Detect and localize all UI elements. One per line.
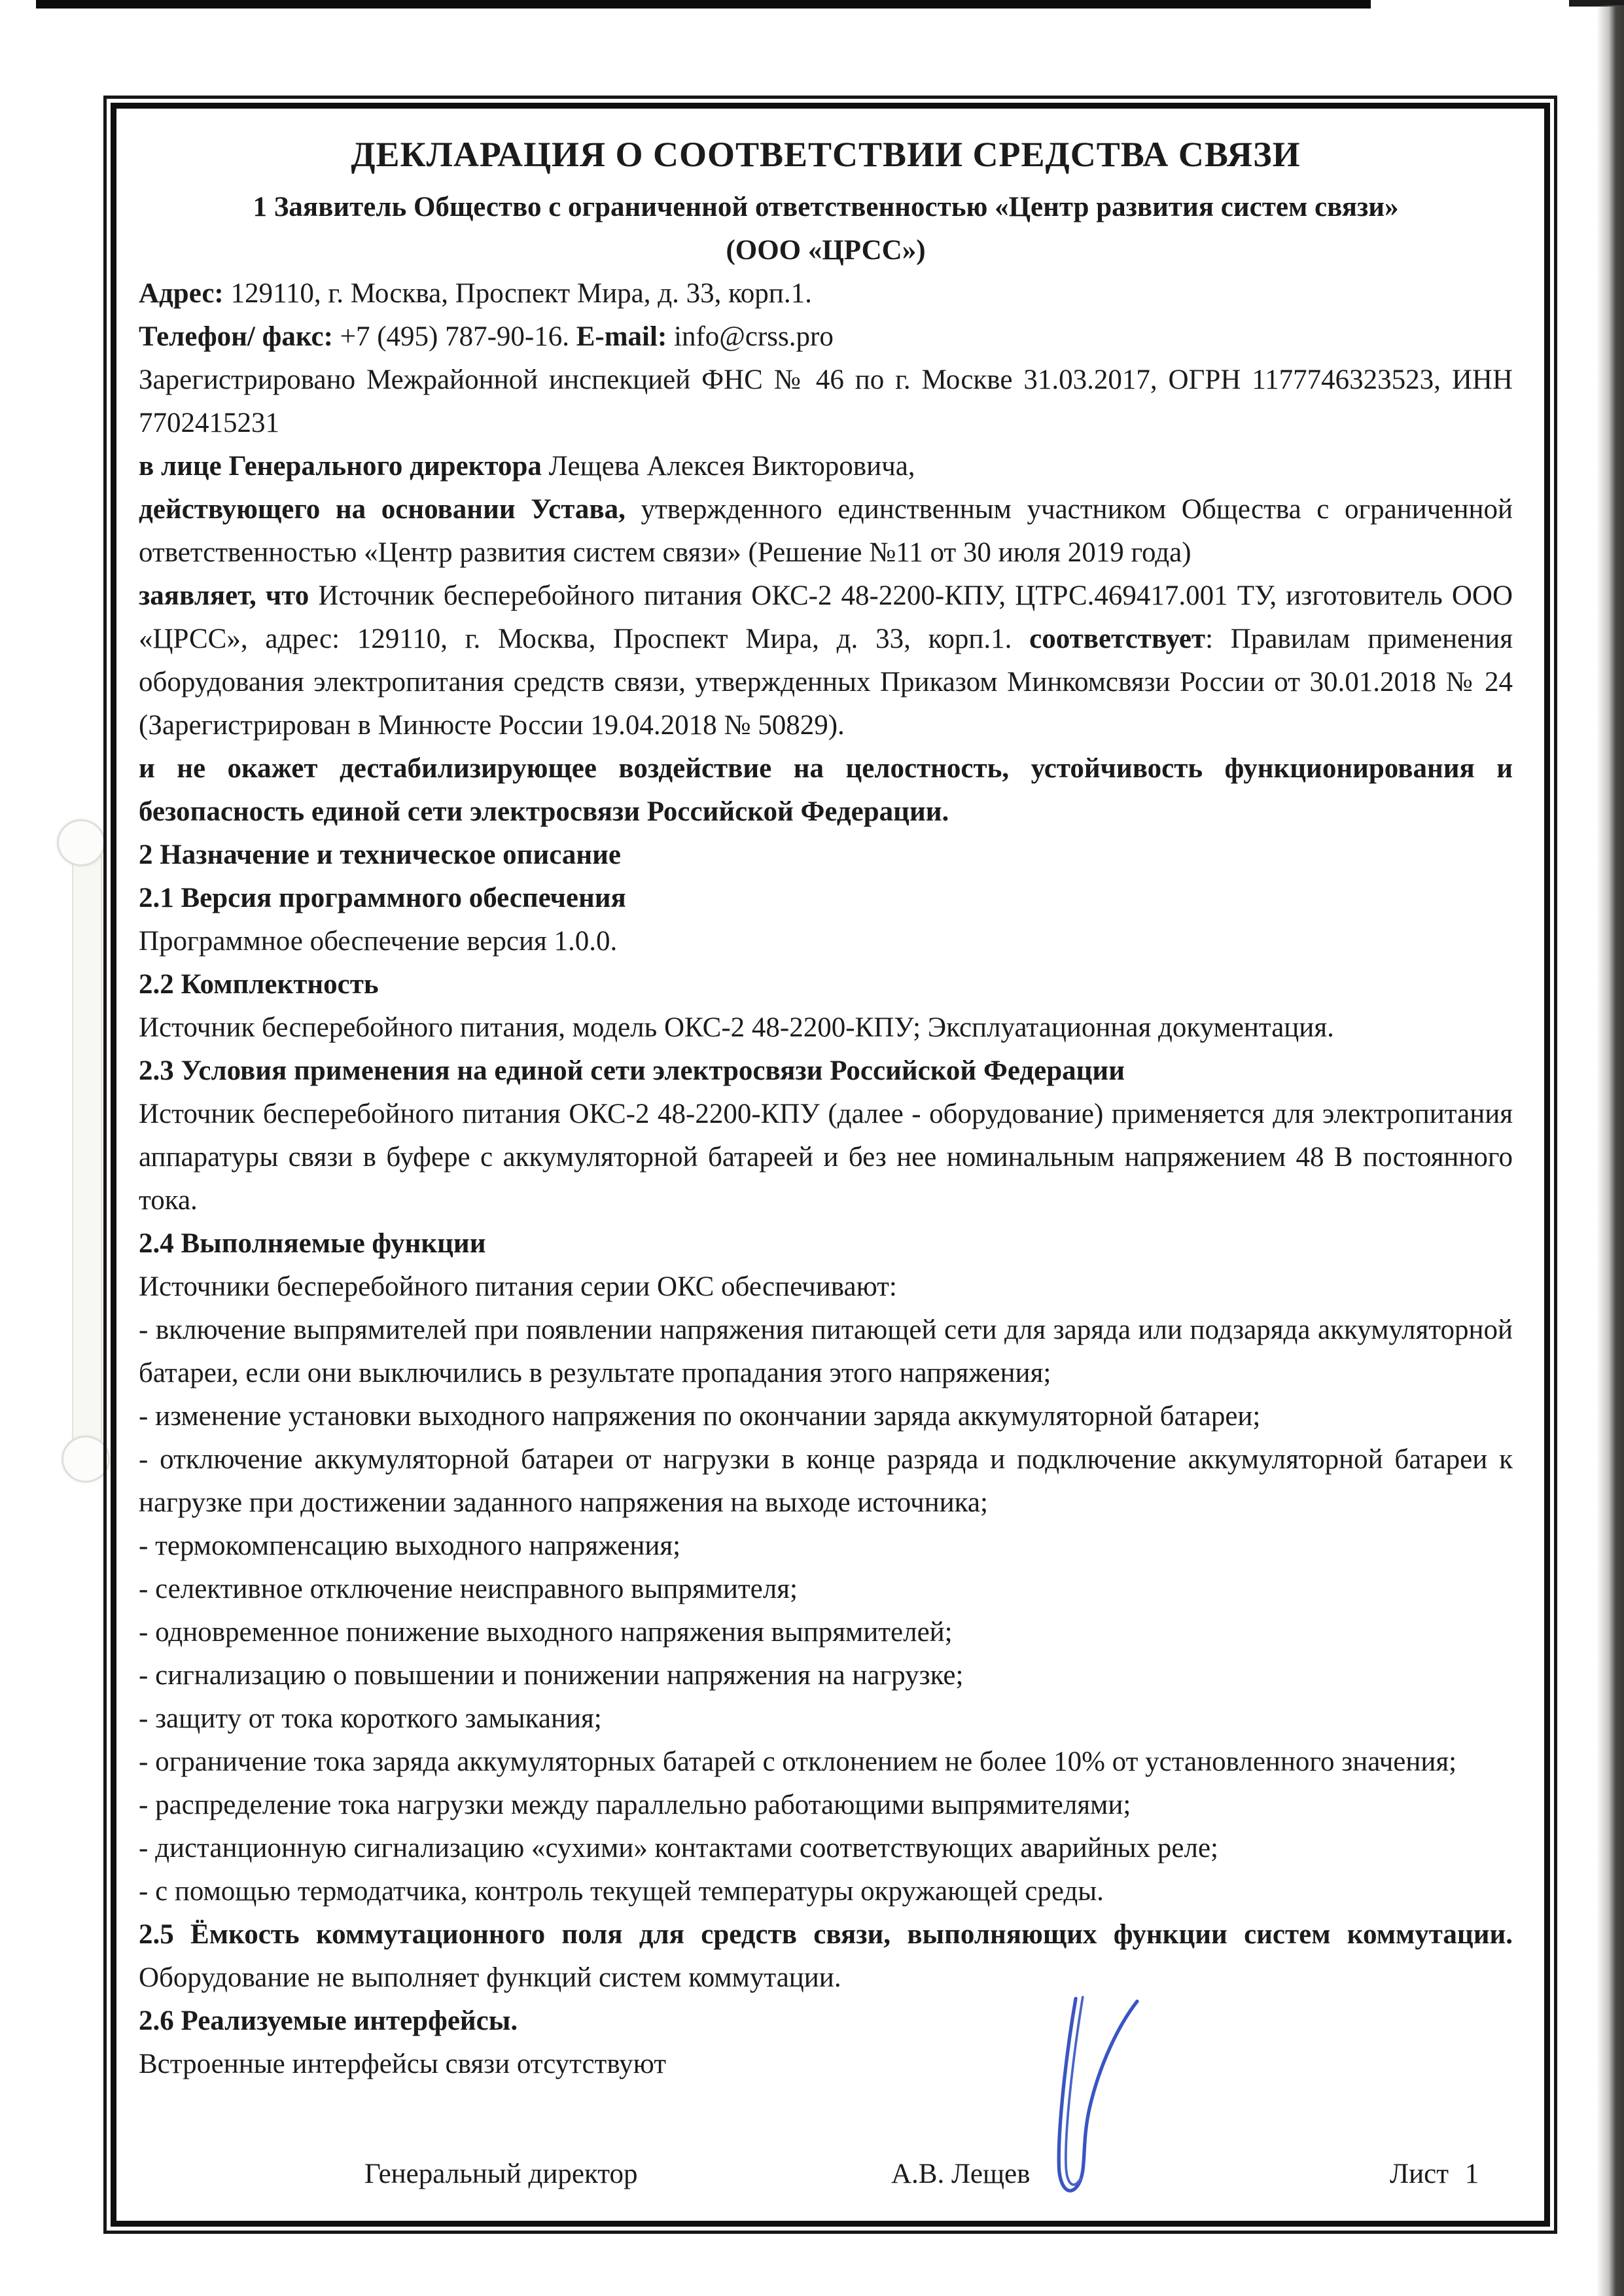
function-item-8: - защиту от тока короткого замыкания;: [139, 1703, 602, 1734]
interfaces-line: Встроенные интерфейсы связи отсутствуют: [139, 2049, 667, 2079]
section-2-2-heading: 2.2 Комплектность: [139, 969, 379, 1000]
functions-intro-line: Источники бесперебойного питания серии ОКС обеспечивают:: [139, 1271, 897, 1302]
software-version-line: Программное обеспечение версия 1.0.0.: [139, 926, 618, 957]
registration-line: Зарегистрировано Межрайонной инспекцией ФНС № 46 по г. Москве 31.03.2017, ОГРН 1177746323523, ИНН 7702415231: [139, 364, 1513, 438]
applicant-short-name: (ООО «ЦРСС»): [726, 235, 926, 266]
binder-fastener-band-artifact: [72, 841, 102, 1457]
applicant-line: 1 Заявитель Общество с ограниченной ответственностью «Центр развития систем связи»: [253, 192, 1399, 222]
function-item-5: - селективное отключение неисправного выпрямителя;: [139, 1574, 798, 1604]
function-item-2: - изменение установки выходного напряжения по окончании заряда аккумуляторной батареи;: [139, 1401, 1261, 1432]
no-destabilizing-paragraph: и не окажет дестабилизирующее воздействие на целостность, устойчивость функционирования и безопасность единой сети электросвязи Российской Федерации.: [139, 753, 1513, 827]
usage-conditions-paragraph: Источник бесперебойного питания ОКС-2 48-2200-КПУ (далее - оборудование) применяется для электропитания аппаратуры связи в буфере с аккумуляторной батареей и без нее номинальным напряжением 48 В постоянного тока.: [139, 1099, 1513, 1216]
function-item-12: - с помощью термодатчика, контроль текущей температуры окружающей среды.: [139, 1876, 1104, 1907]
charter-line: действующего на основании Устава, утвержденного единственным участником Общества с ограниченной ответственностью «Центр развития систем связи» (Решение №11 от 30 июля 2019 года): [139, 494, 1513, 568]
function-item-11: - дистанционную сигнализацию «сухими» контактами соответствующих аварийных реле;: [139, 1833, 1218, 1863]
declaration-paragraph: заявляет, что Источник бесперебойного питания ОКС-2 48-2200-КПУ, ЦТРС.469417.001 ТУ, изготовитель ООО «ЦРСС», адрес: 129110, г. Москва, Проспект Мира, д. 33, корп.1. соответствует: Правилам применения оборудования электропитания средств связи, утвержденных Приказом Минкомсвязи России от 30.01.2018 № 24 (Зарегистрирован в Минюсте России 19.04.2018 № 50829).: [139, 580, 1513, 741]
document-paragraphs: [139, 186, 1513, 2086]
footer-signer-name: А.В. Лещев: [891, 2159, 1031, 2189]
footer-sheet-number: Лист 1: [1390, 2159, 1479, 2189]
scanner-edge-shadow-right: [1597, 5, 1624, 2296]
function-item-10: - распределение тока нагрузки между параллельно работающими выпрямителями;: [139, 1790, 1131, 1820]
function-item-1: - включение выпрямителей при появлении напряжения питающей сети для заряда или подзаряда аккумуляторной батареи, если они выключились в результате пропадания этого напряжения;: [139, 1315, 1513, 1388]
function-item-7: - сигнализацию о повышении и понижении напряжения на нагрузке;: [139, 1660, 964, 1691]
completeness-line: Источник бесперебойного питания, модель ОКС-2 48-2200-КПУ; Эксплуатационная документация.: [139, 1012, 1334, 1043]
function-item-9: - ограничение тока заряда аккумуляторных батарей с отклонением не более 10% от установленного значения;: [139, 1746, 1457, 1777]
scanner-edge-strip-top: [36, 0, 1371, 9]
section-2-6-heading: 2.6 Реализуемые интерфейсы.: [139, 2005, 518, 2036]
section-2-1-heading: 2.1 Версия программного обеспечения: [139, 883, 626, 913]
document-footer: [0, 2158, 1624, 2204]
address-line: Адрес: 129110, г. Москва, Проспект Мира, д. 33, корп.1.: [139, 278, 812, 309]
footer-signer-role: Генеральный директор: [364, 2159, 638, 2189]
section-2-heading: 2 Назначение и техническое описание: [139, 839, 621, 870]
section-2-5-paragraph: 2.5 Ёмкость коммутационного поля для средств связи, выполняющих функции систем коммутации. Оборудование не выполняет функций систем коммутации.: [139, 1919, 1513, 1993]
function-item-6: - одновременное понижение выходного напряжения выпрямителей;: [139, 1617, 953, 1648]
document-title: ДЕКЛАРАЦИЯ О СООТВЕТСТВИИ СРЕДСТВА СВЯЗИ: [351, 135, 1301, 174]
phone-email-line: Телефон/ факс: +7 (495) 787-90-16. E-mail: info@crss.pro: [139, 321, 834, 352]
document-body: [139, 128, 1513, 2086]
section-2-4-heading: 2.4 Выполняемые функции: [139, 1228, 486, 1259]
function-item-4: - термокомпенсацию выходного напряжения;: [139, 1530, 681, 1561]
signature-ink-flourish: [1010, 1994, 1161, 2204]
section-2-3-heading: 2.3 Условия применения на единой сети электросвязи Российской Федерации: [139, 1055, 1125, 1086]
function-item-3: - отключение аккумуляторной батареи от нагрузки в конце разряда и подключение аккумуляторной батареи к нагрузке при достижении заданного напряжения на выходе источника;: [139, 1444, 1513, 1518]
punch-hole-top-artifact: [57, 819, 105, 866]
punch-hole-bottom-artifact: [62, 1436, 110, 1483]
director-line: в лице Генерального директора Лещева Алексея Викторовича,: [139, 451, 915, 482]
